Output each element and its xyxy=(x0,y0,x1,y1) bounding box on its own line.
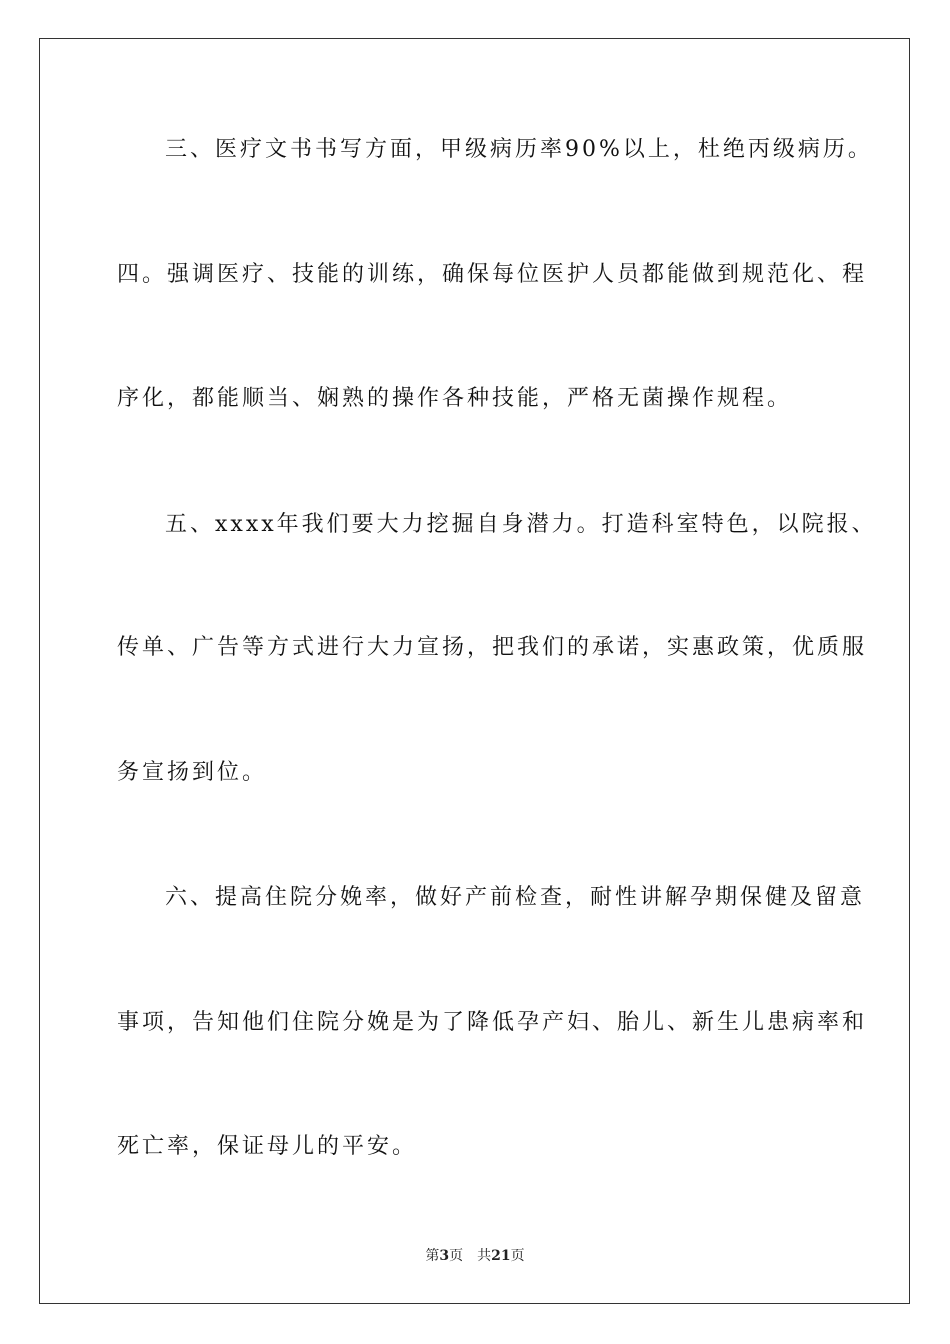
paragraph-line: 务宣扬到位。 xyxy=(117,760,268,785)
paragraph-line: 六、提高住院分娩率，做好产前检查，耐性讲解孕期保健及留意 xyxy=(165,885,866,910)
total-pages-number: 21 xyxy=(491,1248,511,1264)
page-suffix: 页 xyxy=(449,1248,464,1264)
current-page-number: 3 xyxy=(439,1248,450,1264)
paragraph-line: 事项，告知他们住院分娩是为了降低孕产妇、胎儿、新生儿患病率和 xyxy=(117,1010,868,1035)
page-border xyxy=(39,38,910,1304)
total-suffix: 页 xyxy=(510,1248,525,1264)
paragraph-line: 四。强调医疗、技能的训练，确保每位医护人员都能做到规范化、程 xyxy=(117,262,868,287)
paragraph-line: 死亡率，保证母儿的平安。 xyxy=(117,1134,418,1159)
paragraph-line: 传单、广告等方式进行大力宣扬，把我们的承诺，实惠政策，优质服 xyxy=(117,635,868,660)
paragraph-line: 序化，都能顺当、娴熟的操作各种技能，严格无菌操作规程。 xyxy=(117,386,793,411)
paragraph-line: 五、xxxx年我们要大力挖掘自身潜力。打造科室特色，以院报、 xyxy=(165,512,877,537)
page-number-footer xyxy=(0,1245,950,1265)
total-prefix: 共 xyxy=(477,1248,492,1264)
page-prefix: 第 xyxy=(425,1248,440,1264)
paragraph-line: 三、医疗文书书写方面，甲级病历率90%以上，杜绝丙级病历。 xyxy=(165,137,873,162)
